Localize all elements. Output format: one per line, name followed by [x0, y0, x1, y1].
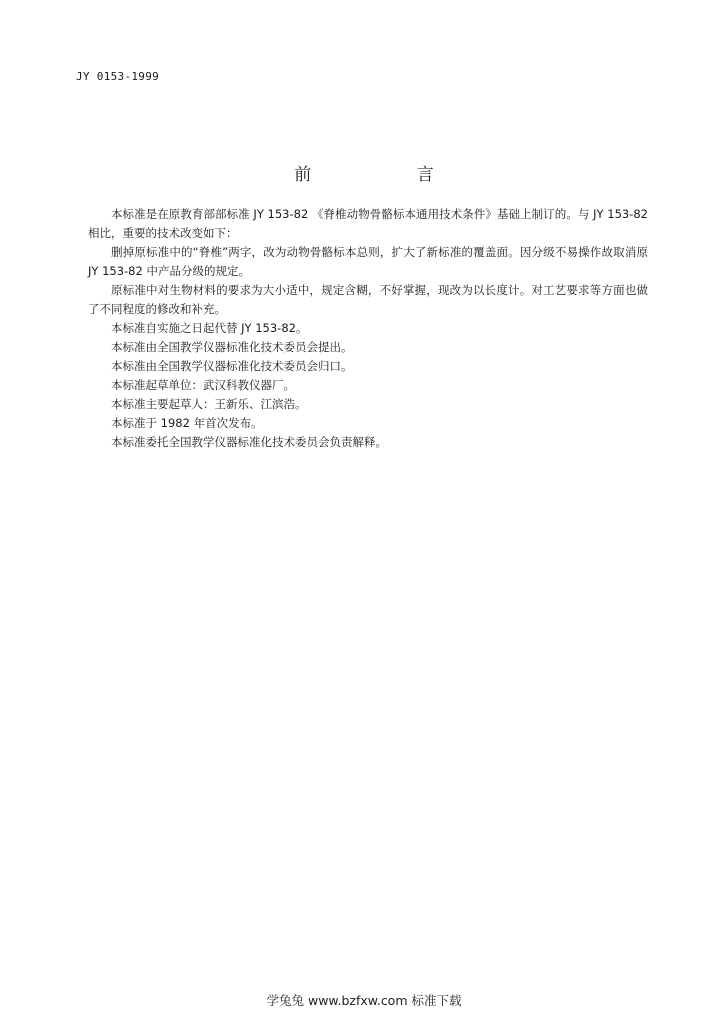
- paragraph-first-issued: 本标准于 1982 年首次发布。: [111, 416, 263, 430]
- paragraph-change-scope: 删掉原标准中的“脊椎”两字，改为动物骨骼标本总则，扩大了新标准的覆盖面。因分级不易操作故取消原 JY 153-82 中产品分级的规定。: [88, 245, 648, 278]
- paragraph-basis: 本标准是在原教育部部标准 JY 153-82 《脊椎动物骨骼标本通用技术条件》基础上制订的。与 JY 153-82 相比，重要的技术改变如下：: [88, 207, 648, 240]
- paragraph-drafters: 本标准主要起草人：王新乐、江滨浩。: [111, 397, 307, 411]
- paragraph-managed-by: 本标准由全国教学仪器标准化技术委员会归口。: [111, 359, 353, 373]
- paragraph-change-material: 原标准中对生物材料的要求为大小适中，规定含糊，不好掌握，现改为以长度计。对工艺要求等方面也做了不同程度的修改和补充。: [88, 283, 648, 316]
- paragraph-drafting-unit: 本标准起草单位：武汉科教仪器厂。: [111, 378, 295, 392]
- page-title: 前 言: [294, 165, 484, 185]
- paragraph-proposed-by: 本标准由全国教学仪器标准化技术委员会提出。: [111, 340, 353, 354]
- document-code: JY 0153-1999: [76, 70, 160, 83]
- paragraph-supersedes: 本标准自实施之日起代替 JY 153-82。: [111, 321, 308, 335]
- footer-watermark: 学兔兔 www.bzfxw.com 标准下载: [266, 993, 462, 1008]
- paragraph-interpretation: 本标准委托全国教学仪器标准化技术委员会负责解释。: [111, 435, 387, 449]
- document-body: [88, 205, 648, 452]
